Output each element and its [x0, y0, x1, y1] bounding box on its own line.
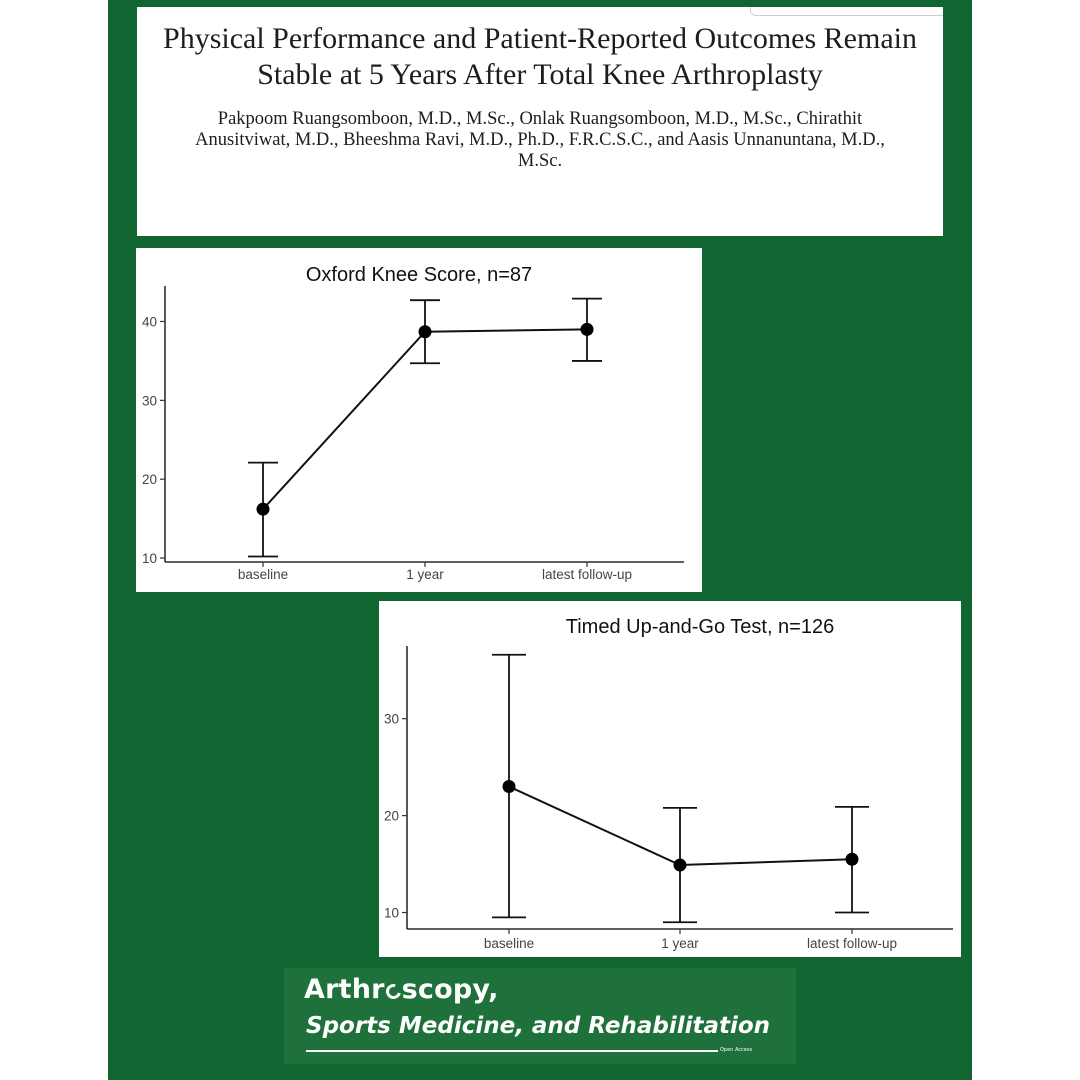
data-point — [674, 859, 687, 872]
y-tick-label: 40 — [141, 314, 157, 330]
open-access-badge: Open Access — [720, 1047, 753, 1053]
data-point — [419, 325, 432, 338]
y-tick-label: 10 — [141, 551, 157, 567]
x-tick-label: 1 year — [406, 567, 444, 582]
y-tick-label: 30 — [383, 711, 399, 727]
x-tick-label: baseline — [483, 936, 535, 951]
timed-up-and-go-svg — [379, 601, 961, 957]
data-point — [257, 503, 270, 516]
oxford-knee-score-svg — [136, 248, 702, 592]
y-tick-label: 20 — [141, 472, 157, 488]
y-tick-label: 20 — [383, 808, 399, 824]
data-point — [503, 780, 516, 793]
corner-tab — [750, 7, 943, 16]
paper-title: Physical Performance and Patient-Reported Outcomes Remain Stable at 5 Years After Total Knee Arthroplasty — [163, 22, 917, 91]
journal-o-logo-icon — [383, 981, 403, 1001]
article-header — [137, 7, 943, 236]
oxford-knee-score-chart — [136, 248, 702, 592]
chart-title: Oxford Knee Score, n=87 — [305, 264, 533, 286]
journal-brand-rule — [306, 1050, 718, 1052]
x-tick-label: latest follow-up — [806, 936, 898, 951]
journal-name-part2: scopy, — [401, 974, 499, 1005]
journal-name-part1: Arthr — [304, 974, 385, 1005]
chart-title: Timed Up-and-Go Test, n=126 — [565, 616, 835, 638]
journal-name-line1 — [304, 974, 499, 1005]
y-tick-label: 30 — [141, 393, 157, 409]
data-point — [846, 853, 859, 866]
x-tick-label: 1 year — [661, 936, 699, 951]
paper-authors: Pakpoom Ruangsomboon, M.D., M.Sc., Onlak Ruangsomboon, M.D., M.Sc., Chirathit Anusitviwat, M.D., Bheeshma Ravi, M.D., Ph.D., F.R.C.S.C., and Aasis Unnanuntana, M.D., M.Sc. — [195, 109, 885, 171]
timed-up-and-go-chart — [379, 601, 961, 957]
data-point — [581, 323, 594, 336]
journal-name-line2: Sports Medicine, and Rehabilitation — [306, 1013, 771, 1039]
x-tick-label: baseline — [237, 567, 289, 582]
x-tick-label: latest follow-up — [541, 567, 633, 582]
journal-brand-banner — [284, 968, 796, 1064]
y-tick-label: 10 — [383, 905, 399, 921]
